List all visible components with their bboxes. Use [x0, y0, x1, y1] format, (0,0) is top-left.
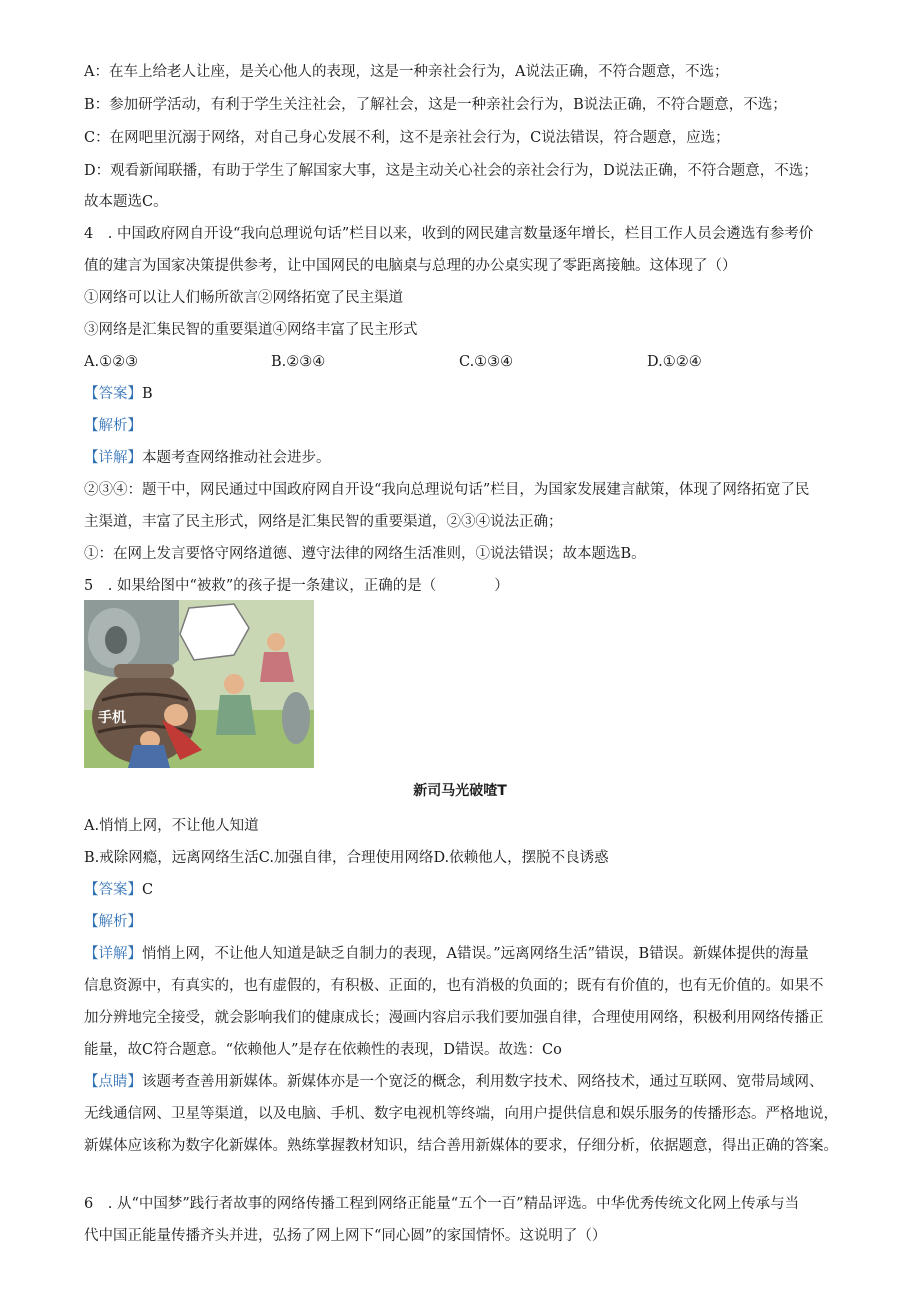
point-tag: 【点睛】 [84, 1074, 142, 1090]
q5-point-line3: 新媒体应该称为数字化新媒体。熟练掌握教材知识，结合善用新媒体的要求，仔细分析，依据题意，得出正确的答案。 [84, 1138, 838, 1154]
q6-stem-line1: 6 . 从“中国梦”践行者故事的网络传播工程到网络正能量“五个一百”精品评选。中华优秀传统文化网上传承与当 [84, 1196, 800, 1212]
q5-options-bcd: B.戒除网瘾，远离网络生活C.加强自律，合理使用网络D.依赖他人，摆脱不良诱惑 [84, 850, 609, 866]
option-d-explanation: D：观看新闻联播，有助于学生了解国家大事，这是主动关心社会的亲社会行为，D说法正确，不符合题意，不选； [84, 163, 818, 179]
detail-tag: 【详解】 [84, 450, 142, 466]
answer-tag: 【答案】 [84, 386, 142, 402]
q4-answer [84, 384, 153, 404]
q4-detail-line4: ①：在网上发言要恪守网络道德、遵守法律的网络生活准则，①说法错误；故本题选B。 [84, 546, 646, 562]
cartoon-illustration [84, 600, 314, 768]
q4-option-d: D.①②④ [647, 354, 702, 370]
q5-point-line2: 无线通信网、卫星等渠道，以及电脑、手机、数字电视机等终端，向用户提供信息和娱乐服务的传播形态。严格地说， [84, 1106, 838, 1122]
option-a-explanation: A：在车上给老人让座，是关心他人的表现，这是一种亲社会行为，A说法正确，不符合题意，不选； [84, 64, 729, 80]
answer-value: C [142, 882, 154, 898]
q5-detail-line3: 加分辨地完全接受，就会影响我们的健康成长；漫画内容启示我们要加强自律，合理使用网络，积极利用网络传播正 [84, 1010, 824, 1026]
q5-option-a: A.悄悄上网，不让他人知道 [84, 818, 259, 834]
q4-statement-3-4: ③网络是汇集民智的重要渠道④网络丰富了民主形式 [84, 322, 418, 338]
option-c-explanation: C：在网吧里沉溺于网络，对自己身心发展不利，这不是亲社会行为，C说法错误，符合题意，应选； [84, 130, 730, 146]
q4-options [84, 352, 844, 372]
q4-option-c: C.①③④ [459, 354, 514, 370]
q4-option-b: B.②③④ [271, 354, 326, 370]
q4-detail-line1: 【详解】本题考查网络推动社会进步。 [84, 450, 331, 466]
option-b-explanation: B：参加研学活动，有利于学生关注社会，了解社会，这是一种亲社会行为，B说法正确，不符合题意，不选； [84, 97, 787, 113]
answer-value: B [142, 386, 153, 402]
q5-detail-line2: 信息资源中，有真实的，也有虚假的，有积极、正面的，也有消极的负面的；既有有价值的，也有无价值的。如果不 [84, 978, 824, 994]
q5-stem: 5 . 如果给图中“被救”的孩子提一条建议，正确的是（ ） [84, 578, 509, 594]
q4-detail-line3: 主渠道，丰富了民主形式，网络是汇集民智的重要渠道，②③④说法正确； [84, 514, 563, 530]
answer-tag: 【答案】 [84, 882, 142, 898]
q4-stem-line2: 值的建言为国家决策提供参考，让中国网民的电脑桌与总理的办公桌实现了零距离接触。这体现了（） [84, 258, 737, 274]
cartoon-label: 手机 [98, 710, 126, 726]
detail-tag: 【详解】 [84, 946, 142, 962]
q5-detail-line4: 能量，故C符合题意。“依赖他人”是存在依赖性的表现，D错误。故选：Co [84, 1042, 562, 1058]
conclusion-q3: 故本题选C。 [84, 194, 168, 210]
image-caption: 新司马光破喳T [413, 783, 507, 799]
q5-answer [84, 880, 153, 900]
q4-statement-1-2: ①网络可以让人们畅所欲言②网络拓宽了民主渠道 [84, 290, 403, 306]
q6-stem-line2: 代中国正能量传播齐头并进，弘扬了网上网下“同心圆”的家国情怀。这说明了（） [84, 1228, 607, 1244]
q4-detail-line2: ②③④：题干中，网民通过中国政府网自开设“我向总理说句话”栏目，为国家发展建言献策，体现了网络拓宽了民 [84, 482, 810, 498]
q5-point-line1: 【点睛】该题考查善用新媒体。新媒体亦是一个宽泛的概念，利用数字技术、网络技术，通过互联网、宽带局域网、 [84, 1074, 824, 1090]
q4-option-a: A.①②③ [84, 354, 139, 370]
q5-analysis-tag: 【解析】 [84, 914, 142, 930]
q5-detail-line1: 【详解】悄悄上网，不让他人知道是缺乏自制力的表现，A错误。”远离网络生活”错误，B错误。新媒体提供的海量 [84, 946, 809, 962]
q4-stem-line1: 4 . 中国政府网自开设“我向总理说句话”栏目以来，收到的网民建言数量逐年增长，栏目工作人员会遴选有参考价 [84, 226, 814, 242]
q4-analysis-tag: 【解析】 [84, 418, 142, 434]
